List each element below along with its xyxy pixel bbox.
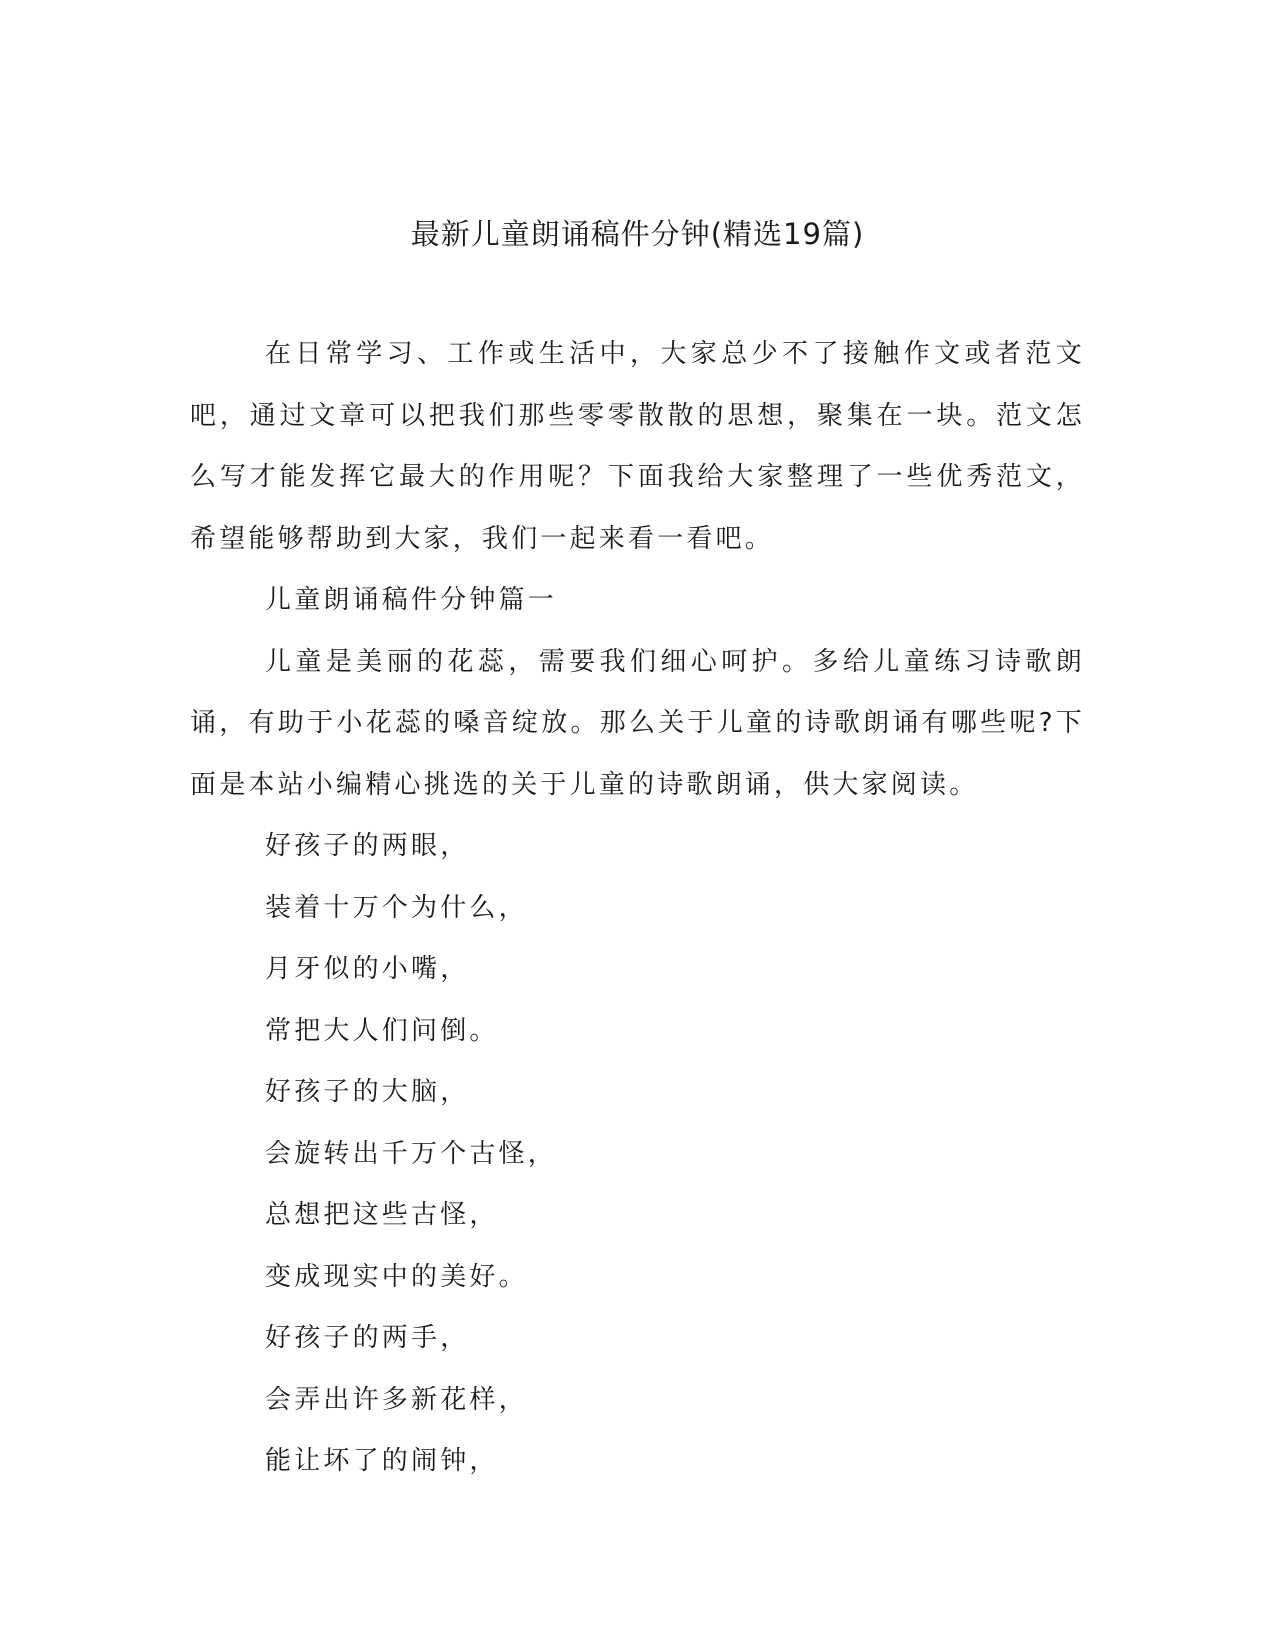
poem-line: 装着十万个为什么， — [265, 892, 528, 923]
poem-line: 能让坏了的闹钟， — [265, 1446, 499, 1476]
intro-paragraph: 在日常学习、工作或生活中，大家总少不了接触作文或者范文吧，通过文章可以把我们那些零零散散的思想，聚集在一块。范文怎么写才能发挥它最大的作用呢？下面我给大家整理了一些优秀范文，希望能够帮助到大家，我们一起来看一看吧。 — [190, 339, 1085, 554]
poem-line: 好孩子的两眼， — [265, 831, 470, 861]
poem-line: 总想把这些古怪， — [265, 1200, 499, 1230]
section-intro-paragraph: 儿童是美丽的花蕊，需要我们细心呵护。多给儿童练习诗歌朗诵，有助于小花蕊的嗓音绽放。那么关于儿童的诗歌朗诵有哪些呢?下面是本站小编精心挑选的关于儿童的诗歌朗诵，供大家阅读。 — [190, 646, 1085, 800]
section-heading: 儿童朗诵稿件分钟篇一 — [265, 585, 558, 615]
poem-line: 好孩子的大脑， — [265, 1077, 470, 1107]
poem-line: 变成现实中的美好。 — [265, 1261, 528, 1292]
page-title: 最新儿童朗诵稿件分钟(精选19篇) — [410, 217, 865, 251]
poem — [190, 816, 1085, 1493]
document-body — [190, 324, 1085, 1493]
poem-line: 常把大人们问倒。 — [265, 1015, 499, 1046]
poem-line: 月牙似的小嘴， — [265, 954, 470, 984]
poem-line: 会旋转出千万个古怪， — [265, 1138, 558, 1169]
poem-line: 好孩子的两手， — [265, 1323, 470, 1353]
poem-line: 会弄出许多新花样， — [265, 1384, 528, 1415]
